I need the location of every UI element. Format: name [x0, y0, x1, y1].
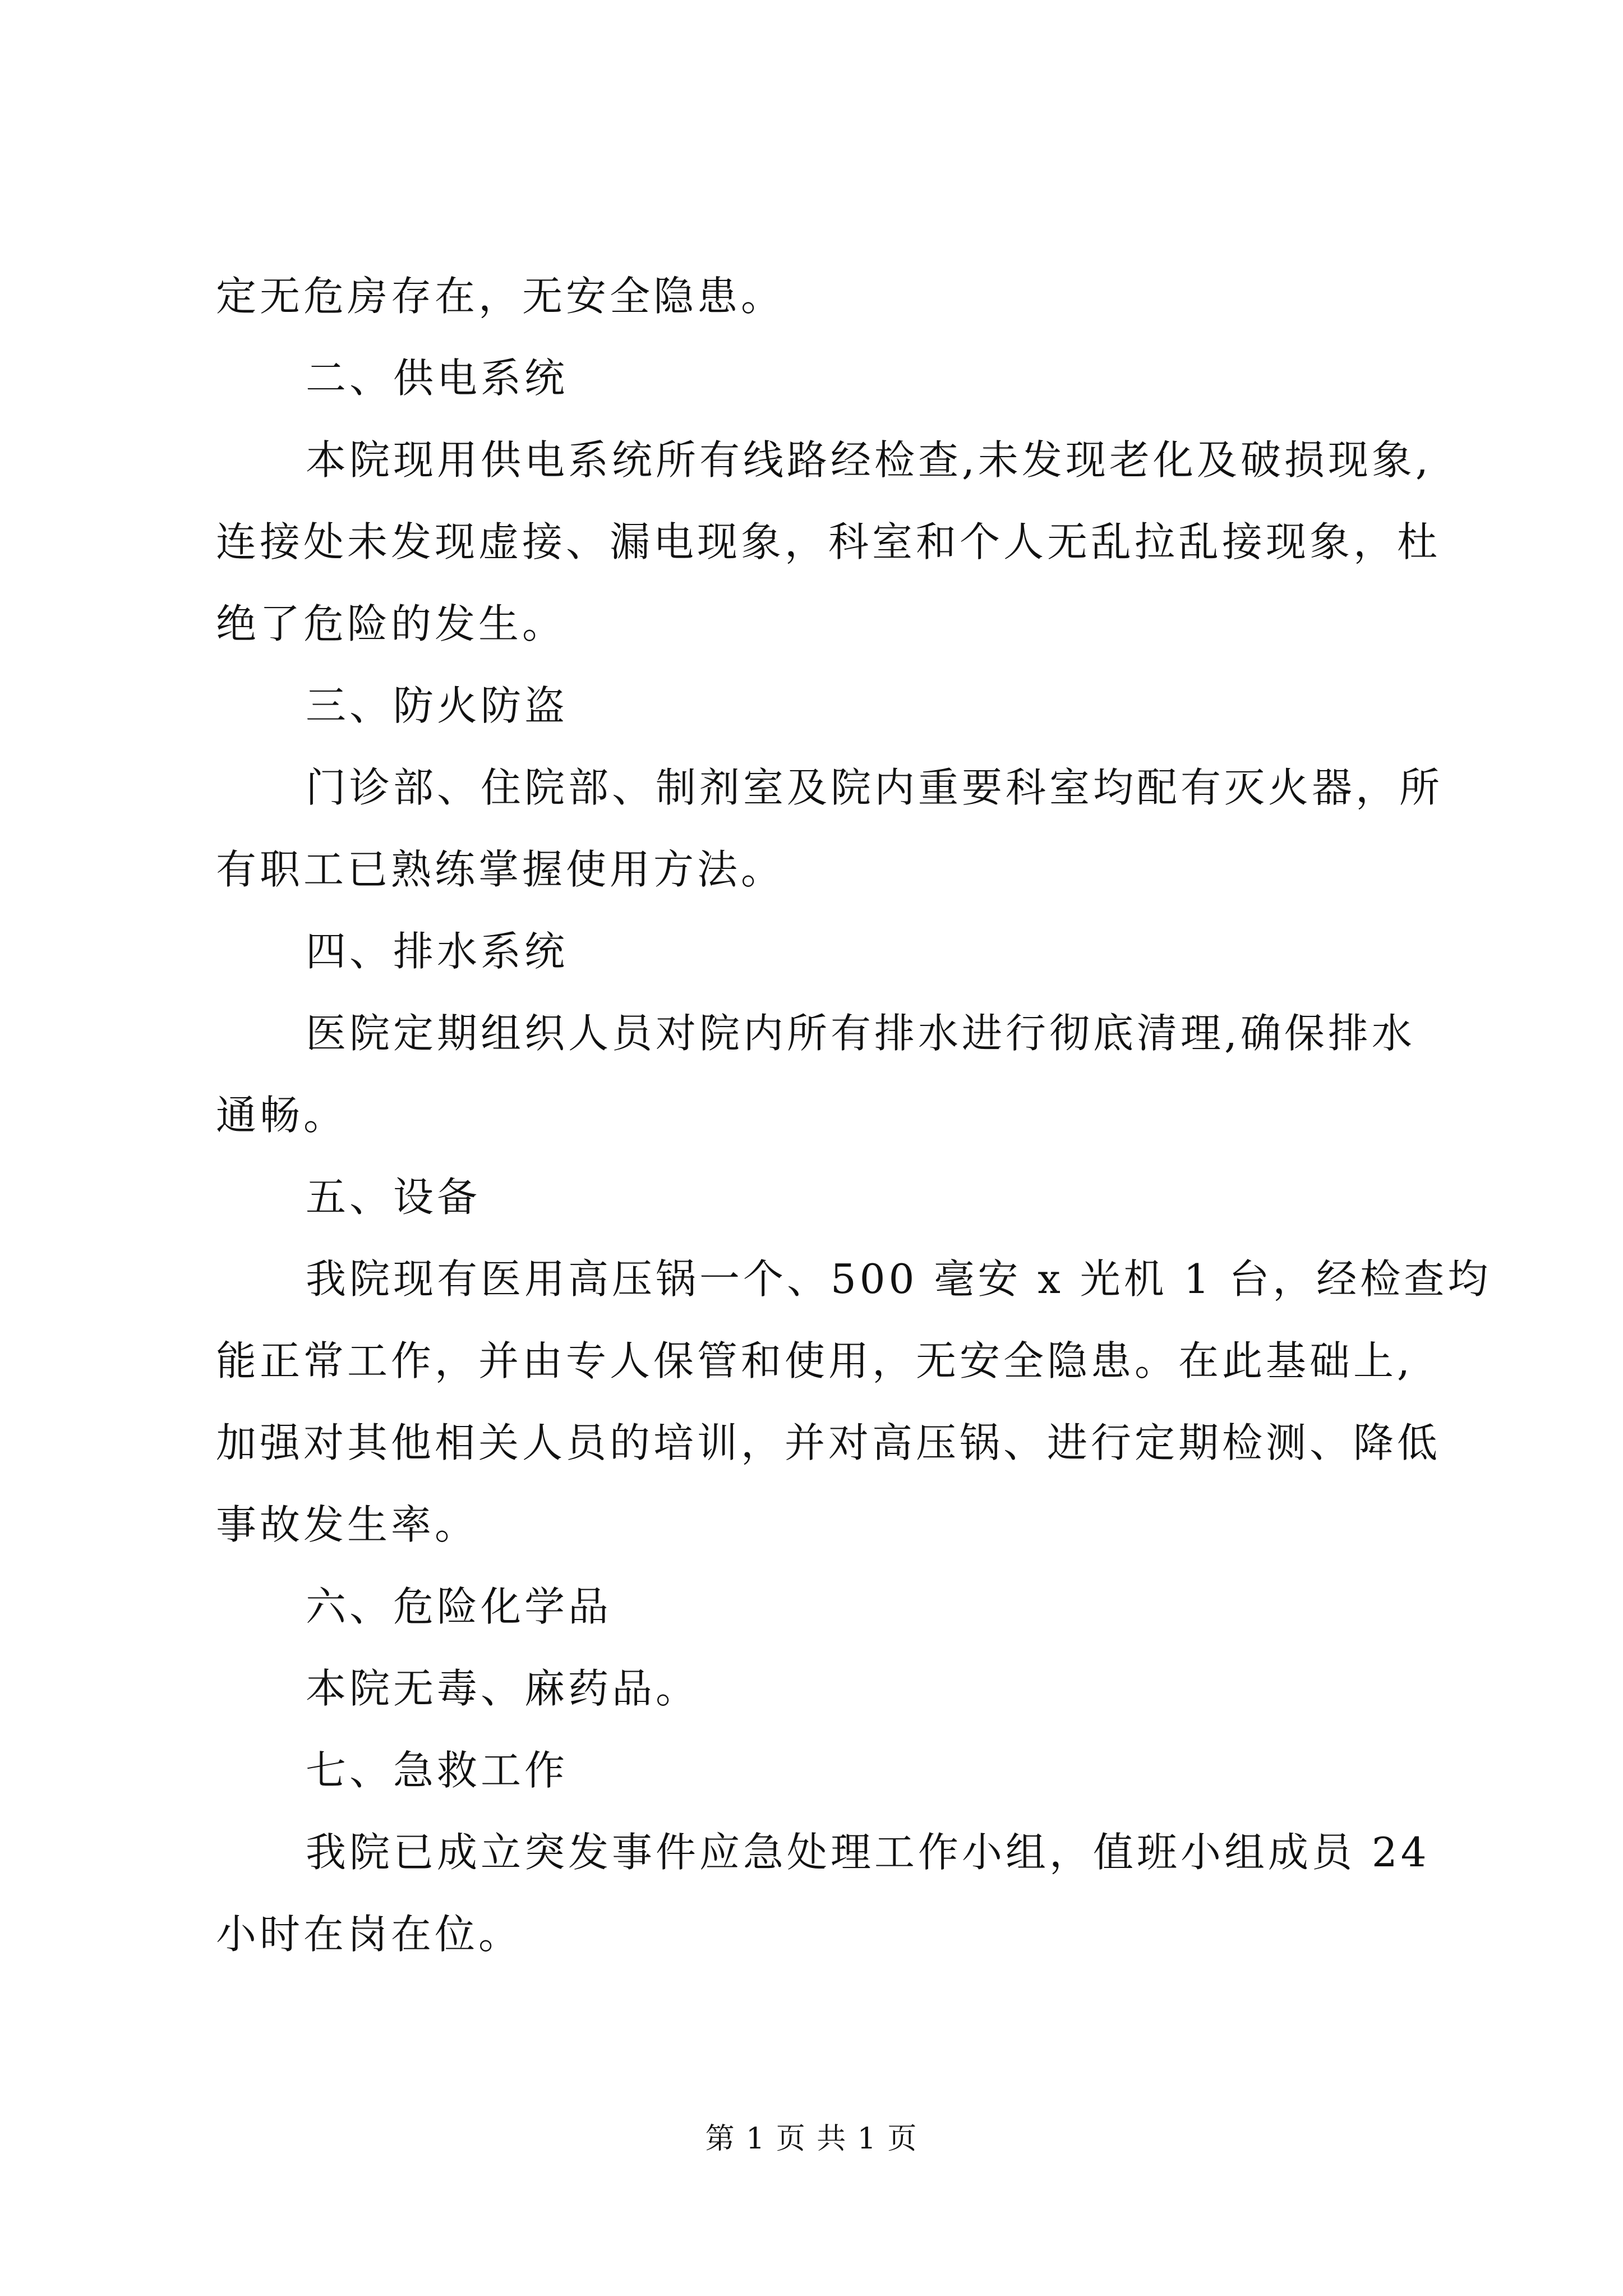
section-heading-equipment: 五、设备: [306, 1174, 481, 1221]
text-line: 事故发生率。: [216, 1501, 479, 1548]
text-line: 门诊部、住院部、制剂室及院内重要科室均配有灭火器，所: [306, 764, 1444, 811]
text-line: 医院定期组织人员对院内所有排水进行彻底清理,确保排水: [306, 1010, 1415, 1057]
text-line: 小时在岗在位。: [216, 1911, 523, 1958]
section-heading-first-aid: 七、急救工作: [306, 1747, 569, 1794]
text-line: 有职工已熟练掌握使用方法。: [216, 846, 785, 893]
text-line: 能正常工作，并由专人保管和使用，无安全隐患。在此基础上,: [216, 1337, 1413, 1384]
text-line: 我院现有医用高压锅一个、500 毫安 x 光机 1 台，经检查均: [306, 1255, 1492, 1303]
section-heading-drainage: 四、排水系统: [306, 928, 569, 975]
text-line: 加强对其他相关人员的培训，并对高压锅、进行定期检测、降低: [216, 1419, 1441, 1466]
text-line: 本院无毒、麻药品。: [306, 1665, 700, 1712]
page-footer: 第 1 页 共 1 页: [705, 2122, 918, 2156]
section-heading-fire-theft: 三、防火防盗: [306, 682, 569, 729]
text-line: 我院已成立突发事件应急处理工作小组，值班小组成员 24: [306, 1829, 1430, 1876]
section-heading-chemicals: 六、危险化学品: [306, 1583, 612, 1630]
text-line: 定无危房存在，无安全隐患。: [216, 273, 785, 320]
text-line: 连接处未发现虚接、漏电现象，科室和个人无乱拉乱接现象，杜: [216, 518, 1441, 565]
text-line: 本院现用供电系统所有线路经检查,未发现老化及破损现象,: [306, 436, 1432, 484]
document-body: [216, 255, 1492, 1975]
text-line: 通畅。: [216, 1092, 348, 1139]
text-line: 绝了危险的发生。: [216, 600, 566, 647]
section-heading-power-supply: 二、供电系统: [306, 355, 569, 402]
